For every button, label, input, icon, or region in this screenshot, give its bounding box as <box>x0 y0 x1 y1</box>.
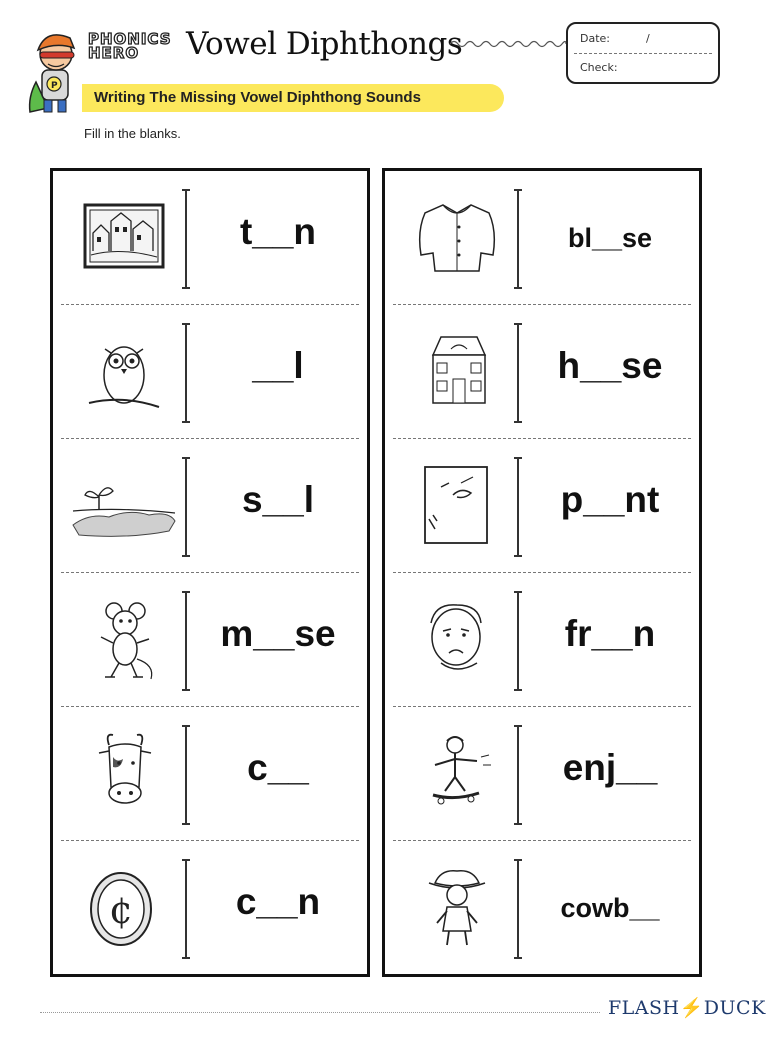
word-cell <box>53 171 367 305</box>
phonics-hero-logo: PHONICS HERO <box>88 30 172 62</box>
blouse-icon <box>401 191 511 281</box>
page-title: Vowel Diphthongs <box>186 26 463 62</box>
right-word-panel <box>382 168 702 977</box>
coin-icon <box>69 861 179 951</box>
soil-sprout-icon <box>69 459 179 549</box>
frown-icon <box>401 593 511 683</box>
left-word-panel <box>50 168 370 977</box>
owl-icon <box>69 325 179 415</box>
word-cell <box>53 573 367 707</box>
instruction-text: Fill in the blanks. <box>84 126 181 141</box>
word-cell <box>385 707 699 841</box>
word-cell <box>385 305 699 439</box>
missing-sound-word: cowb__ <box>560 893 660 923</box>
svg-text:P: P <box>51 81 58 91</box>
missing-sound-word: c__ <box>247 747 309 788</box>
missing-sound-word: bl__se <box>567 223 653 253</box>
missing-sound-word: enj__ <box>562 747 658 788</box>
cowboy-icon <box>401 861 511 951</box>
phonics-hero-mascot-icon <box>26 22 86 114</box>
check-label: Check: <box>580 61 618 74</box>
word-cell <box>53 439 367 573</box>
skateboarder-icon <box>401 727 511 817</box>
missing-sound-word: fr__n <box>564 613 656 654</box>
word-cell <box>385 171 699 305</box>
cow-icon <box>69 727 179 817</box>
town-picture-icon <box>69 191 179 281</box>
word-cell <box>53 305 367 439</box>
missing-sound-word: c__n <box>235 881 321 922</box>
svg-text:¢: ¢ <box>109 888 134 932</box>
date-check-box <box>566 22 720 84</box>
missing-sound-word: __l <box>252 345 304 386</box>
missing-sound-word: s__l <box>241 479 314 520</box>
missing-sound-word: m__se <box>220 613 336 654</box>
paint-icon <box>401 459 511 549</box>
flashduck-logo: FLASH⚡DUCK <box>608 997 766 1019</box>
word-cell <box>385 841 699 975</box>
word-cell <box>385 573 699 707</box>
word-cell <box>53 707 367 841</box>
missing-sound-word: t__n <box>239 211 317 252</box>
house-icon <box>401 325 511 415</box>
wavy-line-decoration <box>450 36 566 52</box>
word-cell <box>53 841 367 975</box>
date-separator: / <box>646 32 650 45</box>
missing-sound-word: h__se <box>557 345 663 386</box>
mouse-icon <box>69 593 179 683</box>
date-label: Date: <box>580 32 610 45</box>
footer-divider <box>40 1012 600 1013</box>
word-cell <box>385 439 699 573</box>
missing-sound-word: p__nt <box>560 479 660 520</box>
worksheet-subtitle: Writing The Missing Vowel Diphthong Sounds <box>94 89 421 106</box>
